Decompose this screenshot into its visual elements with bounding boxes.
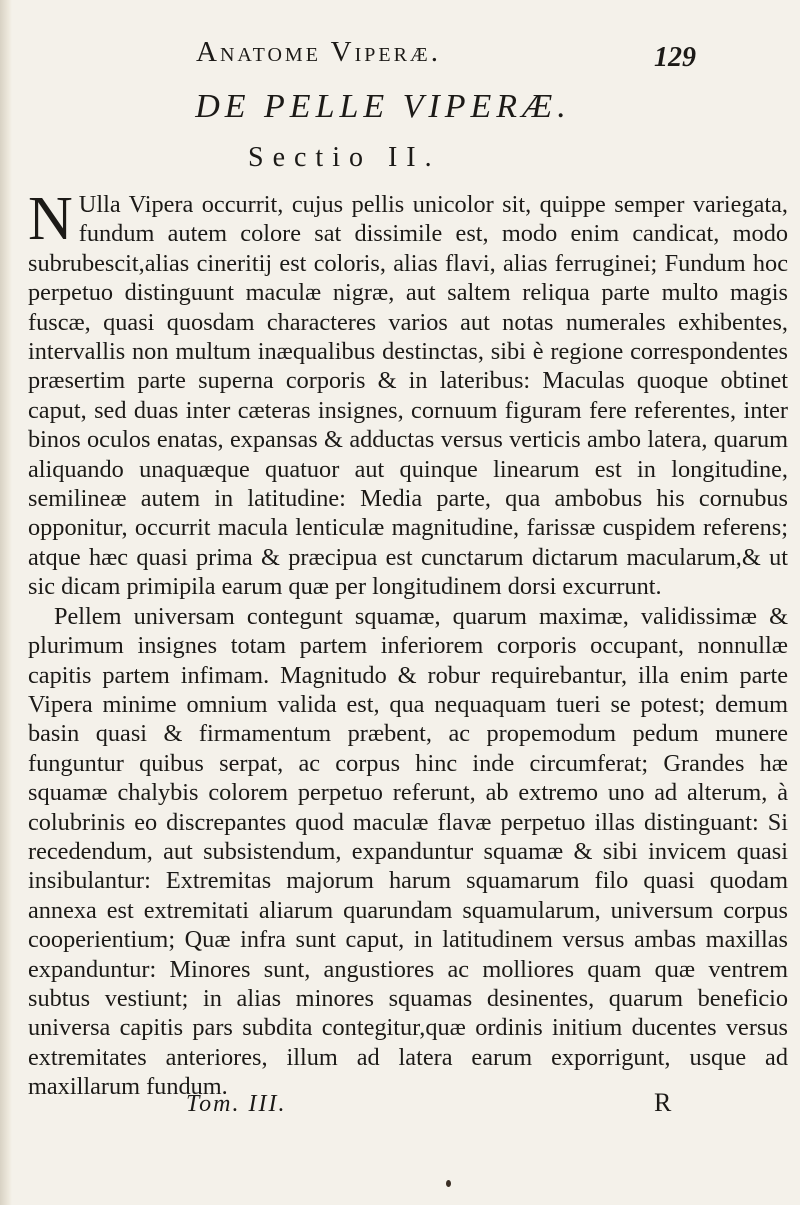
paragraph-1-text: Ulla Vipera occurrit, cujus pellis unicolor sit, quippe semper variegata, fundum autem colore sat dissimile est, modo enim candicat, modo subrubescit,alias cineritij est coloris, alias flavi, alias ferruginei; Fundum hoc perpetuo distinguunt maculæ nigræ, aut saltem reliqua parte multo magis fuscæ, quasi quosdam characteres varios aut notas numerales exhibentes, intervallis non multum inæqualibus destinctas, sibi è regione correspondentes præsertim parte superna corporis & in lateribus: Maculas quoque obtinet caput, sed duas inter cæteras insignes, cornuum figuram fere referentes, inter binos oculos enatas, expansas & adductas versus verticis ambo latera, quarum aliquando unaquæque quatuor aut quinque linearum est in longitudine, semilineæ autem in latitudine: Media parte, qua ambobus his cornubus opponitur, occurrit macula lenticulæ magnitudine, farissæ cuspidem referens; atque hæc quasi prima & præcipua est cunctarum dictarum macularum,& ut sic dicam primipila earum quæ per longitudinem dorsi excurrunt. bbox=[28, 191, 788, 601]
book-page bbox=[18, 0, 788, 1205]
section-number: Sectio II. bbox=[248, 142, 441, 173]
section-title: DE PELLE VIPERÆ. bbox=[195, 88, 571, 125]
book-spine-shadow bbox=[0, 0, 12, 1205]
running-head: Anatome Viperæ. bbox=[196, 36, 441, 68]
signature-mark: R bbox=[654, 1088, 672, 1117]
volume-indicator: Tom. III. bbox=[186, 1091, 287, 1117]
paragraph-1 bbox=[28, 185, 788, 602]
drop-cap: N bbox=[28, 185, 73, 253]
body-text bbox=[28, 185, 788, 1102]
ink-spot bbox=[446, 1180, 451, 1187]
paragraph-2: Pellem universam contegunt squamæ, quarum maximæ, validissimæ & plurimum insignes totam partem inferiorem corporis occupant, nonnullæ capitis partem infimam. Magnitudo & robur requirebantur, illa enim parte Vipera minime omnium valida est, qua nequaquam tueri se potest; demum basin quasi & firmamentum præbent, ac propemodum pedum munere funguntur quibus serpat, ac corpus hinc inde circumferat; Grandes hæ squamæ chalybis colorem perpetuo referunt, ab extremo uno ad alterum, à colubrinis eo discrepantes quod maculæ flavæ perpetuo illas distinguant: Si recedendum, aut subsistendum, expanduntur squamæ & sibi invicem quasi insibulantur: Extremitas majorum harum squamarum filo quasi quodam annexa est extremitati aliarum quarundam squamularum, universum corpus cooperientium; Quæ infra sunt caput, in latitudinem versus ambas maxillas expanduntur: Minores sunt, angustiores ac molliores quam quæ ventrem subtus vestiunt; in alias minores squamas desinentes, quarum beneficio universa capitis pars subdita contegitur,quæ ordinis initium ducentes versus extremitates anteriores, illum ad latera earum exporrigunt, usque ad maxillarum fundum. bbox=[28, 602, 788, 1101]
page-number: 129 bbox=[654, 42, 696, 73]
